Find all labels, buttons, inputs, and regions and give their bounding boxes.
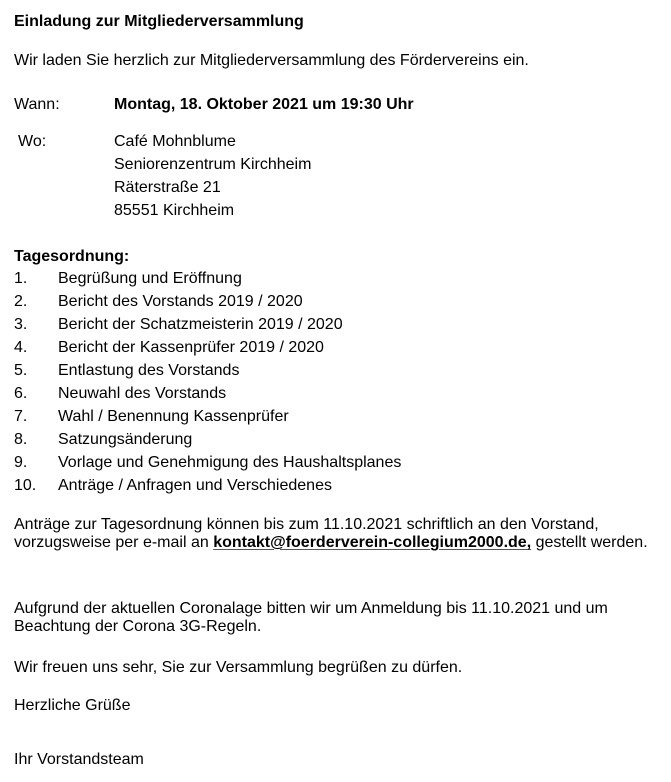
address-line: Räterstraße 21 bbox=[114, 179, 221, 196]
agenda-item-number: 6. bbox=[14, 385, 28, 402]
agenda-item-text: Entlastung des Vorstands bbox=[58, 362, 240, 379]
agenda-item-number: 10. bbox=[14, 477, 37, 494]
agenda-item-text: Begrüßung und Eröffnung bbox=[58, 270, 242, 287]
agenda-item-text: Vorlage und Genehmigung des Haushaltsplanes bbox=[58, 454, 402, 471]
agenda-item bbox=[14, 430, 614, 453]
agenda-item-text: Wahl / Benennung Kassenprüfer bbox=[58, 408, 289, 425]
corona-paragraph: Aufgrund der aktuellen Coronalage bitten wir um Anmeldung bis 11.10.2021 und um Beachtung der Corona 3G-Regeln. bbox=[14, 600, 608, 635]
agenda-item-number: 1. bbox=[14, 270, 28, 287]
intro-text: Wir laden Sie herzlich zur Mitgliederversammlung des Fördervereins ein. bbox=[14, 52, 529, 69]
agenda-item bbox=[14, 361, 614, 384]
agenda-list bbox=[14, 269, 614, 499]
agenda-item bbox=[14, 292, 614, 315]
agenda-item-text: Bericht der Schatzmeisterin 2019 / 2020 bbox=[58, 316, 343, 333]
where-address bbox=[114, 132, 311, 224]
agenda-title: Tagesordnung: bbox=[14, 248, 130, 265]
agenda-item-number: 3. bbox=[14, 316, 28, 333]
when-value: Montag, 18. Oktober 2021 um 19:30 Uhr bbox=[114, 96, 414, 113]
agenda-item-text: Bericht der Kassenprüfer 2019 / 2020 bbox=[58, 339, 324, 356]
agenda-item bbox=[14, 384, 614, 407]
agenda-item bbox=[14, 315, 614, 338]
when-label: Wann: bbox=[14, 96, 60, 113]
agenda-item-number: 8. bbox=[14, 431, 28, 448]
submission-text-end: gestellt werden. bbox=[531, 534, 648, 551]
agenda-item bbox=[14, 269, 614, 292]
welcome-paragraph: Wir freuen uns sehr, Sie zur Versammlung begrüßen zu dürfen. bbox=[14, 659, 463, 676]
where-label: Wo: bbox=[18, 133, 47, 150]
document-title: Einladung zur Mitgliederversammlung bbox=[14, 13, 304, 30]
agenda-item bbox=[14, 453, 614, 476]
submission-text: Anträge zur Tagesordnung können bis zum 11.10.2021 schriftlich an den Vorstand, vorzugsweise per e-mail an bbox=[14, 516, 599, 551]
agenda-item-text: Satzungsänderung bbox=[58, 431, 193, 448]
agenda-item bbox=[14, 338, 614, 361]
agenda-item bbox=[14, 407, 614, 430]
agenda-item-number: 7. bbox=[14, 408, 28, 425]
agenda-item-text: Neuwahl des Vorstands bbox=[58, 385, 227, 402]
agenda-item-number: 4. bbox=[14, 339, 28, 356]
greeting: Herzliche Grüße bbox=[14, 697, 131, 714]
agenda-item-text: Anträge / Anfragen und Verschiedenes bbox=[58, 477, 332, 494]
agenda-item-number: 2. bbox=[14, 293, 28, 310]
address-line: Café Mohnblume bbox=[114, 133, 236, 150]
agenda-item bbox=[14, 476, 614, 499]
address-line: Seniorenzentrum Kirchheim bbox=[114, 156, 312, 173]
submission-paragraph bbox=[14, 516, 654, 552]
address-line: 85551 Kirchheim bbox=[114, 202, 235, 219]
agenda-item-text: Bericht des Vorstands 2019 / 2020 bbox=[58, 293, 303, 310]
contact-email-link[interactable]: kontakt@foerderverein-collegium2000.de, bbox=[213, 534, 532, 551]
agenda-item-number: 9. bbox=[14, 454, 28, 471]
agenda-item-number: 5. bbox=[14, 362, 28, 379]
signature: Ihr Vorstandsteam bbox=[14, 751, 144, 768]
